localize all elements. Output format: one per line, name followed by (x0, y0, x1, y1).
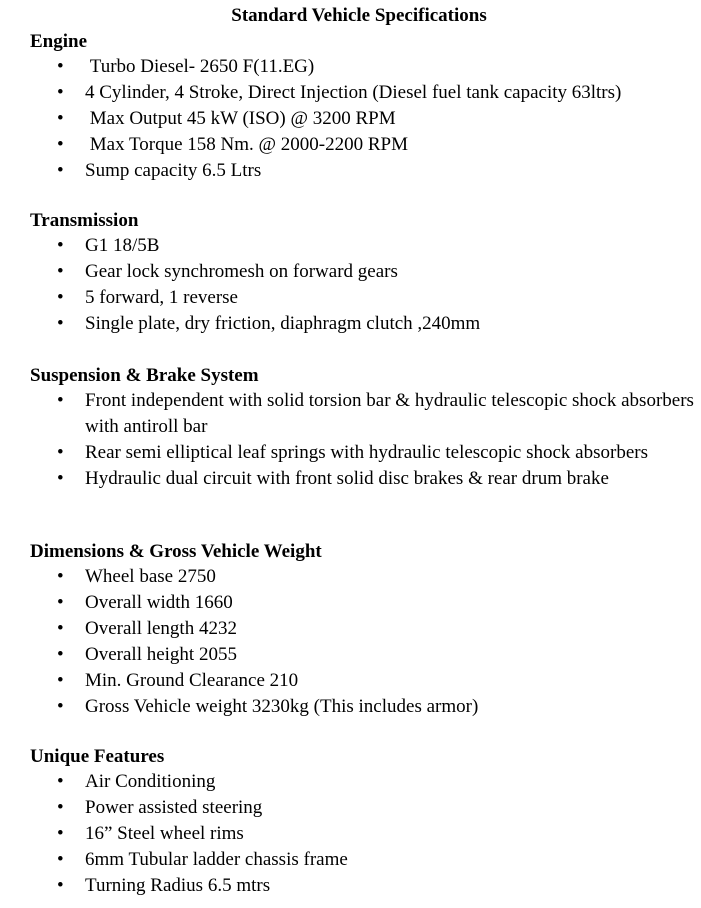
list-item-text: Air Conditioning (85, 771, 216, 792)
bullet-icon: • (57, 313, 64, 334)
bullet-icon: • (57, 670, 64, 691)
list-item-text: 4 Cylinder, 4 Stroke, Direct Injection (Diesel fuel tank capacity 63ltrs) (85, 82, 622, 103)
bullet-icon: • (57, 875, 64, 896)
bullet-icon: • (57, 442, 64, 463)
list-item (30, 233, 695, 259)
list-item-text: 5 forward, 1 reverse (85, 287, 238, 308)
list-item (30, 795, 695, 821)
bullet-icon: • (57, 849, 64, 870)
list-item-text: Min. Ground Clearance 210 (85, 670, 299, 691)
list-item-text: Gross Vehicle weight 3230kg (This includes armor) (85, 696, 479, 717)
bullet-icon: • (57, 566, 64, 587)
list-item (30, 311, 695, 337)
transmission-list (30, 233, 695, 337)
section-unique-features (30, 745, 695, 899)
list-item-text: Overall height 2055 (85, 644, 237, 665)
list-item-text: Turning Radius 6.5 mtrs (85, 875, 271, 896)
list-item (30, 847, 695, 873)
list-item (30, 259, 695, 285)
list-item-text: Overall width 1660 (85, 592, 233, 613)
bullet-icon: • (57, 390, 64, 411)
list-item-text: G1 18/5B (85, 235, 160, 256)
list-item (30, 564, 695, 590)
list-item-text: Sump capacity 6.5 Ltrs (85, 160, 262, 181)
list-item (30, 106, 695, 132)
list-item-text: Single plate, dry friction, diaphragm clutch ,240mm (85, 313, 481, 334)
bullet-icon: • (57, 287, 64, 308)
section-heading-engine: Engine (30, 31, 88, 52)
list-item (30, 590, 695, 616)
bullet-icon: • (57, 644, 64, 665)
list-item (30, 466, 695, 492)
list-item-text: Hydraulic dual circuit with front solid disc brakes & rear drum brake (85, 468, 609, 489)
bullet-icon: • (57, 261, 64, 282)
dimensions-weight-list (30, 564, 695, 720)
document-title: Standard Vehicle Specifications (231, 5, 487, 26)
section-transmission (30, 209, 695, 337)
list-item (30, 80, 695, 106)
list-item (30, 616, 695, 642)
bullet-icon: • (57, 823, 64, 844)
bullet-icon: • (57, 696, 64, 717)
list-item (30, 388, 699, 440)
section-heading-dimensions-weight: Dimensions & Gross Vehicle Weight (30, 541, 322, 562)
list-item (30, 132, 695, 158)
list-item (30, 769, 695, 795)
list-item-text: Rear semi elliptical leaf springs with hydraulic telescopic shock absorbers (85, 442, 648, 463)
section-engine (30, 30, 695, 184)
section-heading-transmission: Transmission (30, 210, 139, 231)
list-item (30, 54, 695, 80)
list-item (30, 668, 695, 694)
list-item (30, 642, 695, 668)
list-item (30, 821, 695, 847)
bullet-icon: • (57, 771, 64, 792)
unique-features-list (30, 769, 695, 899)
list-item-text: Overall length 4232 (85, 618, 237, 639)
list-item-text: Front independent with solid torsion bar & hydraulic telescopic shock absorbers with antiroll bar (85, 390, 699, 437)
list-item (30, 873, 695, 899)
list-item-text: Wheel base 2750 (85, 566, 216, 587)
bullet-icon: • (57, 82, 64, 103)
bullet-icon: • (57, 108, 64, 129)
list-item-text: Gear lock synchromesh on forward gears (85, 261, 398, 282)
list-item-text: 16” Steel wheel rims (85, 823, 244, 844)
bullet-icon: • (57, 797, 64, 818)
list-item-text: Max Torque 158 Nm. @ 2000-2200 RPM (85, 134, 408, 155)
list-item (30, 285, 695, 311)
section-suspension-brake (30, 364, 699, 492)
list-item (30, 158, 695, 184)
bullet-icon: • (57, 56, 64, 77)
suspension-brake-list (30, 388, 699, 492)
section-dimensions-weight (30, 540, 695, 720)
list-item-text: Max Output 45 kW (ISO) @ 3200 RPM (85, 108, 396, 129)
section-heading-suspension-brake: Suspension & Brake System (30, 365, 259, 386)
bullet-icon: • (57, 592, 64, 613)
list-item (30, 694, 695, 720)
bullet-icon: • (57, 134, 64, 155)
list-item-text: 6mm Tubular ladder chassis frame (85, 849, 348, 870)
list-item (30, 440, 695, 466)
bullet-icon: • (57, 235, 64, 256)
engine-list (30, 54, 695, 184)
list-item-text: Power assisted steering (85, 797, 263, 818)
bullet-icon: • (57, 468, 64, 489)
bullet-icon: • (57, 160, 64, 181)
bullet-icon: • (57, 618, 64, 639)
list-item-text: Turbo Diesel- 2650 F(11.EG) (85, 56, 315, 77)
section-heading-unique-features: Unique Features (30, 746, 165, 767)
